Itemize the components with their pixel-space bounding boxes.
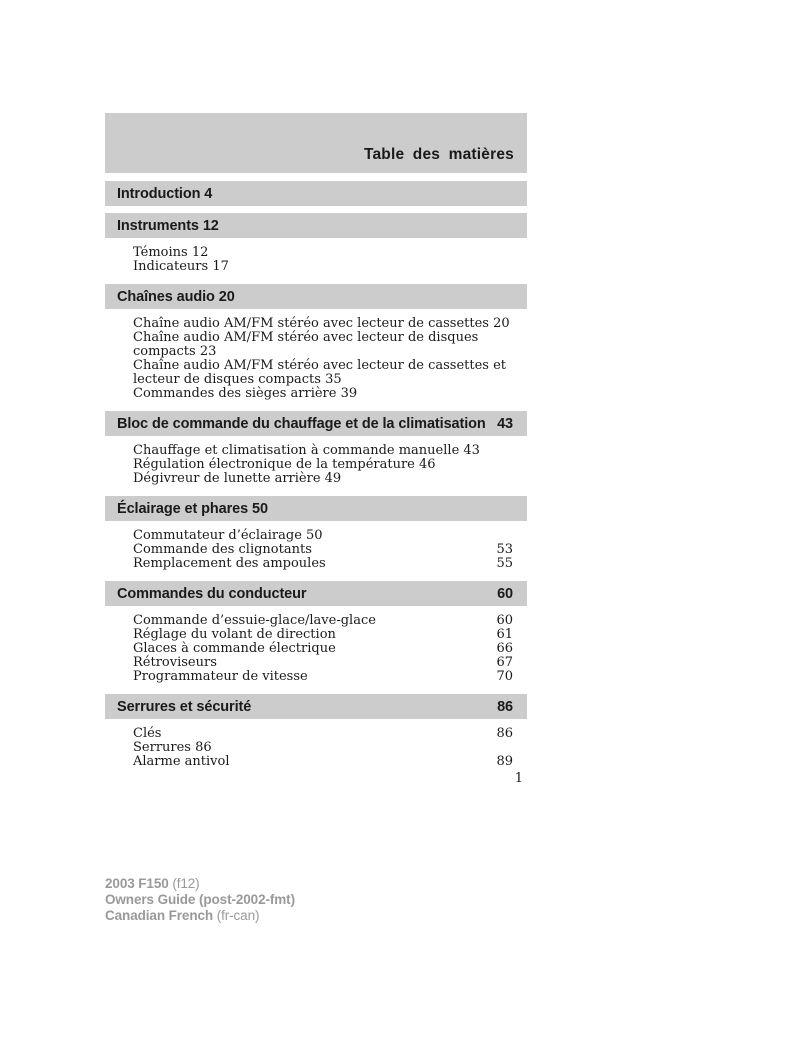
toc-header [105,113,527,173]
section-title: Serrures et sécurité [117,698,252,715]
toc-entry [133,387,513,401]
toc-entry-text: Commandes des sièges arrière 39 [133,386,358,401]
toc-entry-page: 53 [496,542,513,557]
section-header [105,181,527,206]
toc-page [105,113,527,779]
toc-entry [133,755,513,769]
toc-entry-text: Commande d’essuie-glace/lave-glace [133,613,376,628]
section-header [105,581,527,606]
toc-entry [133,741,513,755]
section-header [105,694,527,719]
toc-entry [133,628,513,642]
section-title: Bloc de commande du chauffage et de la climatisation [117,415,486,432]
footer-language-code: (fr-can) [216,908,260,923]
toc-entry [133,260,513,274]
footer-line-language [105,908,295,924]
section-entries [105,613,527,687]
footer-line-model [105,876,295,892]
toc-entry-text: Chaîne audio AM/FM stéréo avec lecteur de cassettes et lecteur de disques compacts 35 [133,358,507,387]
toc-entry-page: 89 [496,754,513,769]
section-entries [105,528,527,574]
toc-entry-text: Indicateurs 17 [133,259,229,274]
toc-entry-text: Chaîne audio AM/FM stéréo avec lecteur de cassettes 20 [133,316,510,331]
toc-entry-text: Programmateur de vitesse [133,669,308,684]
section-header [105,496,527,521]
toc-entry-text: Serrures 86 [133,740,212,755]
toc-entry [133,529,513,543]
toc-entry-text: Remplacement des ampoules [133,556,326,571]
page-number: 1 [514,771,523,786]
section-entries [105,726,527,772]
toc-entry-text: Glaces à commande électrique [133,641,336,656]
toc-entry [133,458,513,472]
toc-entry [133,642,513,656]
section-page-number: 86 [497,698,513,715]
toc-entry-text: Alarme antivol [133,754,230,769]
toc-entry-text: Régulation électronique de la température 46 [133,457,436,472]
footer-guide: Owners Guide (post-2002-fmt) [105,892,295,907]
toc-entry-page: 55 [496,556,513,571]
toc-entry [133,317,513,331]
toc-entry-text: Chauffage et climatisation à commande manuelle 43 [133,443,480,458]
toc-sections [105,181,527,772]
toc-entry [133,543,513,557]
section-title: Commandes du conducteur [117,585,307,602]
toc-entry-page: 70 [496,669,513,684]
footer [105,876,295,924]
toc-entry-text: Témoins 12 [133,245,209,260]
toc-entry [133,727,513,741]
toc-entry-text: Chaîne audio AM/FM stéréo avec lecteur de disques compacts 23 [133,330,479,359]
section-page-number: 43 [497,415,513,432]
toc-entry [133,331,513,359]
toc-entry-text: Dégivreur de lunette arrière 49 [133,471,342,486]
toc-entry [133,444,513,458]
footer-model-code: (f12) [172,876,200,891]
toc-entry [133,246,513,260]
footer-model: 2003 F150 [105,876,169,891]
section-header [105,284,527,309]
toc-entry [133,670,513,684]
footer-language: Canadian French [105,908,214,923]
toc-entry-page: 67 [496,655,513,670]
toc-entry-page: 66 [496,641,513,656]
section-title: Introduction 4 [117,185,213,202]
toc-entry-text: Commande des clignotants [133,542,312,557]
page-title: Table des matières [363,146,514,163]
footer-line-guide [105,892,295,908]
section-entries [105,245,527,277]
toc-entry-text: Réglage du volant de direction [133,627,336,642]
section-entries [105,316,527,404]
toc-entry [133,359,513,387]
toc-entry [133,614,513,628]
toc-entry-text: Rétroviseurs [133,655,217,670]
section-entries [105,443,527,489]
toc-entry-page: 86 [496,726,513,741]
toc-entry [133,656,513,670]
section-header [105,213,527,238]
toc-entry-page: 60 [496,613,513,628]
section-page-number: 60 [497,585,513,602]
toc-entry-text: Clés [133,726,162,741]
toc-entry-text: Commutateur d’éclairage 50 [133,528,323,543]
section-title: Chaînes audio 20 [117,288,235,305]
toc-entry-page: 61 [496,627,513,642]
toc-entry [133,557,513,571]
toc-entry [133,472,513,486]
section-title: Instruments 12 [117,217,219,234]
section-title: Éclairage et phares 50 [117,500,268,517]
section-header [105,411,527,436]
